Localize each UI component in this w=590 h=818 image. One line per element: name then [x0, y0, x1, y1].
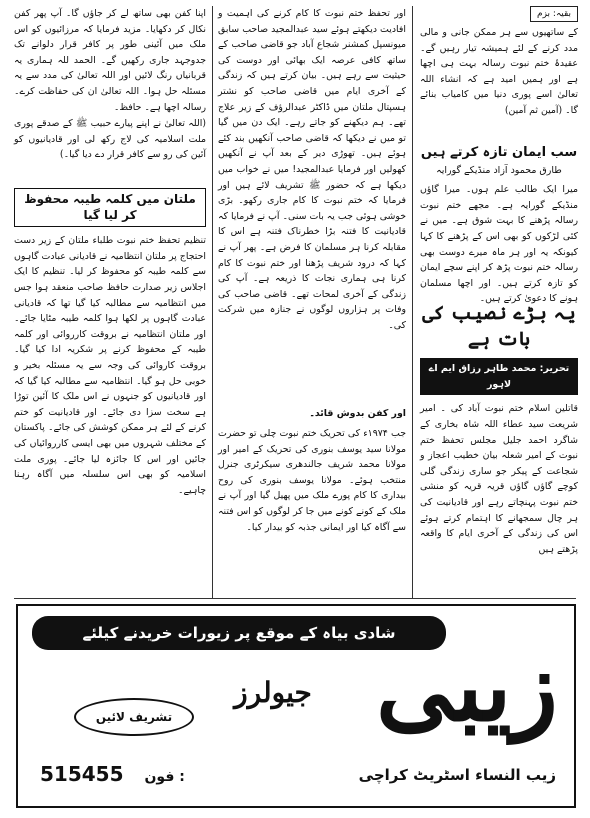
article-text-2: جب ۱۹۷۴ء کی تحریک ختم نبوت چلی تو حضرت مولانا سید یوسف بنوری کی تحریک کے امیر اور مولانا محمد شریف جالندھری سیکرٹری جنرل منتخب ہوئے۔ مولانا یوسف بنوری کی روح بیداری کا کام پورے ملک میں پھیل گیا اور آپ نے ملک کے کونے کونے میں جا کر لوگوں کو اس فتنہ سے آگاہ کیا اور ایمانی جذبہ کو بیدار کیا۔	[218, 428, 406, 533]
article-quote: (اللہ تعالیٰ نے اپنے پیارے حبیب ﷺ کے صدقے پوری ملت اسلامیہ کی لاج رکھ لی اور قادیانیوں کو آئین کی رو سے کافر قرار دے دیا گیا۔)	[14, 118, 206, 161]
column-middle-right	[218, 6, 406, 602]
letter-author: طارق محمود آزاد منڈیکے گورایہ	[436, 164, 562, 176]
news-text: تنظیم تحفظ ختم نبوت طلباء ملتان کے زیر دست احتجاج پر ملتان انتظامیہ نے قادیانی عبادت گاہوں سے کلمہ طیبہ کو محفوظ کر لیا۔ تنظیم کا ایک اجلاس زیر صدارت حافظ صاحب منعقد ہوا جس میں انتظامیہ سے مطالبہ کیا گیا تھا کہ قادیانی عبادت گاہوں پر لکھا ہوا کلمہ طیبہ مٹایا جائے۔ اور ملتان انتظامیہ نے بروقت کارروائی اور کلمہ طیبہ کے محفوظ کرنے پر شکریہ ادا کیا گیا۔ بروقت کاروائی کی وجہ سے یہ مسئلہ بخیر و خوبی حل ہو گیا۔ انتظامیہ سے مطالبہ کیا گیا کہ اور قادیانیوں کو جنہوں نے اس ملک کا آئین توڑا ہے سخت سزا دی جائے۔ اور قادیانیت کو ختم کرنے کے لئے ہر ممکن کوشش کی جائے۔ پاکستان کے مختلف شہروں میں بھی ایسی کارروائیاں کی جائیں اور اس کا جائزہ لیا جائے۔ پوری ملت اسلامیہ کو بھی اس سلسلہ میں آگاہ رہنا چاہیے۔	[14, 235, 206, 496]
letter-headline: سب ایمان تازہ کرتے ہیں	[420, 145, 578, 160]
column-middle-left	[14, 6, 206, 602]
letter-text: کے ساتھیوں سے ہر ممکن جانی و مالی مدد کرنے کے لئے ہمیشہ تیار رہیں گے۔ عقیدۂ ختم نبوت رسالہ بہت ہی اچھا ہے اور ہمیں امید ہے کہ انشاء اللہ تعالیٰ اسے پوری دنیا میں کامیاب بنائے گا۔ (آمین ثم آمین)	[420, 27, 578, 116]
ad-phone	[40, 762, 260, 786]
column-divider	[412, 6, 413, 598]
ad-top-rule	[14, 598, 576, 599]
ad-brand: جیولرز	[234, 676, 312, 709]
continuation-badge: بقیہ: بزم	[530, 6, 578, 22]
section-heading: اور کفن بدوش قائد۔	[309, 408, 406, 419]
jewellers-advertisement	[16, 604, 576, 808]
article-text: اپنا کفن بھی ساتھ لے کر جاؤں گا۔ آپ پھر کفن نکال کر دکھایا۔ مزید فرمایا کہ مرزائیوں کو اس ملک میں آئینی طور پر کافر قرار دلوانے تک جدوجہد جاری رکھیں گے۔ الحمد للہ ہماری یہ قربانیاں رنگ لائیں اور اللہ تعالیٰ کی مدد سے یہ مسئلہ حل ہوا۔ اللہ تعالیٰ ان کی حفاظت کرے۔ رسالہ اچھا ہے۔ حافظ۔	[14, 8, 206, 113]
article-byline: تحریر: محمد طاہر رزاق ایم اے لاہور	[420, 358, 578, 395]
article-text: اور تحفظ ختم نبوت کا کام کرنے کی اہمیت و افادیت دیکھتے ہوئے سید عبدالمجید صاحب سابق میونسپل کمشنر شجاع آباد جو قاضی صاحب کے ساتھ کافی عرصہ ایک بھائی اور دوست کی حیثیت سے رہے ہیں۔ بیان کرتے ہیں کہ زندگی کے آخری ایام میں قاضی صاحب کو نشتر ہسپتال ملتان میں ڈاکٹر عبدالرؤف کے زیر علاج تھے۔ ہم دیکھنے کو جاتے رہے۔ ایک دن میں گیا تو میں نے دیکھا کہ قاضی صاحب آنکھیں بند کئے ہوئے ہیں۔ تھوڑی دیر کے بعد آپ نے آنکھیں کھولیں اور فرمایا عبدالمجید! میں نے خواب میں دیکھا ہے کہ حضور ﷺ تشریف لائے ہیں اور فرمایا کہ ختم نبوت کا کام جاری رکھو۔ بڑی خوشی ہوئی جب یہ بات سنی۔ آپ نے فرمایا کہ قادیانیت کا فتنہ بڑا خطرناک فتنہ ہے اس کا مقابلہ کرنا ہر مسلمان کا فرض ہے۔ پھر آپ نے کہا کہ درود شریف پڑھنا اور ختم نبوت کا کام کرنا ہی ہماری نجات کا ذریعہ ہے۔ آپ کی زندگی کے آخری لمحات تھے۔ قاضی صاحب کی وفات پر ہزاروں لوگوں نے جنازہ میں شرکت کی۔	[218, 8, 406, 331]
ad-phone-label: فون :	[144, 769, 185, 785]
ad-banner: شادی بیاہ کے موقع پر زیورات خریدنے کیلئے	[32, 616, 446, 650]
article-text: قاتلین اسلام ختم نبوت آباد کی ۔ امیر شریعت سید عطاء اللہ شاہ بخاری کے شاگرد احمد جلیل مجلس تحفظ ختم نبوت کے امیر شعلہ بیان خطیب اعجاز و شجاعت کے پیکر جو ساری زندگی گلی کوچے گاؤں گاؤں قریہ قریہ کو منشی ختم نبوت پہنچاتے رہے اور قادیانیت کی ہر چال سمجھانے کا اہتمام کرتے ہوئے اس کی زندگی کے آخری ایام کا واقعہ پڑھتے ہیں	[420, 403, 578, 555]
ad-logo: زیبی	[375, 630, 558, 743]
ad-phone-number: 515455	[40, 762, 124, 786]
column-right	[420, 6, 578, 602]
article-title: یہ بڑے نصیب کی بات ہے	[422, 302, 576, 351]
news-headline: ملتان میں کلمہ طیبہ محفوظ کر لیا گیا	[14, 188, 206, 227]
letter-text-2: میرا ایک طالب علم ہوں۔ میرا گاؤں منڈیکے گورایہ ہے۔ مجھے ختم نبوت رسالہ پڑھنے کا بہت شوق ہے۔ میں نے کئی لڑکوں کو بھی اس کے پڑھنے کا کہا کیونکہ یہ اور ہر ماہ میرے دوست بھی رسالہ ختم نبوت پڑھ کر اپنے سچے ایمان کو تازہ کرتے ہیں۔ اور اچھا مسلمان ہونے کا دعویٰ کرتے ہیں۔	[420, 184, 578, 305]
column-divider	[212, 6, 213, 598]
ad-address: زیب النساء اسٹریٹ کراچی	[358, 766, 556, 784]
ad-welcome-badge: تشریف لائیں	[74, 698, 194, 736]
